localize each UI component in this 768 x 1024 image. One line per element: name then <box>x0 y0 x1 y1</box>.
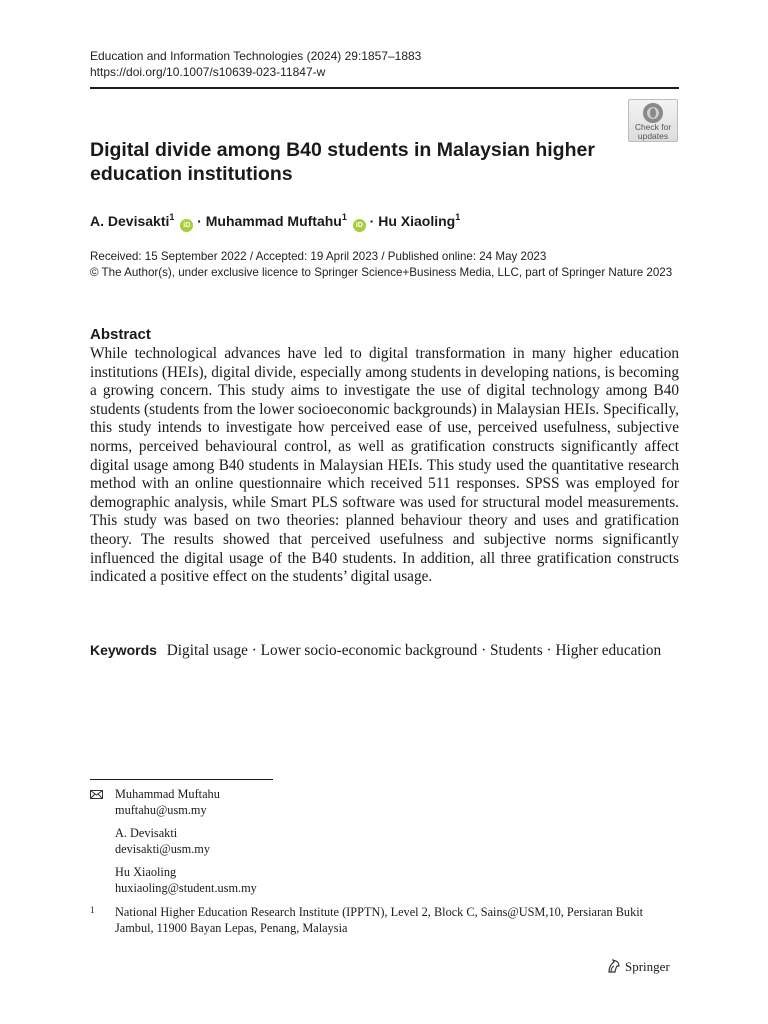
copyright-notice: © The Author(s), under exclusive licence to Springer Science+Business Media, LLC, part of Springer Nature 2023 <box>90 266 673 279</box>
publisher-name: Springer <box>625 959 670 974</box>
author-affiliation-mark: 1 <box>169 212 175 222</box>
contact-email[interactable]: huxiaoling@student.usm.my <box>115 881 257 895</box>
author-separator: · <box>369 213 375 229</box>
affiliation-number: 1 <box>90 905 95 915</box>
author-separator: · <box>197 213 202 229</box>
envelope-icon <box>90 790 103 799</box>
author-name: A. Devisakti <box>90 213 170 229</box>
orcid-icon[interactable]: iD <box>180 219 193 232</box>
contact-name: A. Devisakti <box>115 826 178 840</box>
author-name: Hu Xiaoling <box>378 213 456 229</box>
article-dates: Received: 15 September 2022 / Accepted: 19 April 2023 / Published online: 24 May 2023 <box>90 250 547 263</box>
author-affiliation-mark: 1 <box>341 212 347 222</box>
keywords-text: Digital usage · Lower socio-economic background · Students · Higher education <box>166 642 662 659</box>
paper-title: Digital divide among B40 students in Malaysian higher education institutions <box>90 139 595 185</box>
contact-name: Muhammad Muftahu <box>115 787 220 801</box>
contact-email[interactable]: muftahu@usm.my <box>115 803 207 817</box>
contact-email[interactable]: devisakti@usm.my <box>115 842 211 856</box>
affiliation-text: National Higher Education Research Institute (IPPTN), Level 2, Block C, Sains@USM,10, Persiaran Bukit Jambul, 11900 Bayan Lepas, Penang, Malaysia <box>115 905 644 935</box>
publisher-logo <box>606 958 670 976</box>
check-for-updates-badge[interactable] <box>628 99 678 142</box>
author-name: Muhammad Muftahu <box>205 213 342 229</box>
contact-entry <box>90 786 257 818</box>
abstract-body: While technological advances have led to digital transformation in many higher education institutions (HEIs), digital divide, especially among students in developing nations, is becoming a growing concern. This study aims to investigate the use of digital technology among B40 students (students from the lower socioeconomic backgrounds) in Malaysian HEIs. Specifically, this study intends to investigate how perceived ease of use, perceived usefulness, subjective norms, perceived behavioural control, as well as gratification constructs significantly affect digital usage among B40 students in Malaysian HEIs. This study used the quantitative research method with an online questionnaire which received 511 responses. SPSS was employed for demographic analysis, while Smart PLS software was used for structural model measurements. This study was based on two theories: planned behaviour theory and uses and gratification theory. The results showed that perceived usefulness and subjective norms significantly influenced the digital usage of the B40 students. In addition, all three gratification constructs indicated a positive effect on the students’ digital usage. <box>90 345 679 586</box>
contact-name: Hu Xiaoling <box>115 865 177 879</box>
doi-link[interactable]: https://doi.org/10.1007/s10639-023-11847-w <box>90 65 326 79</box>
contact-entry <box>90 864 257 896</box>
springer-horse-icon <box>606 958 622 974</box>
orcid-icon[interactable]: iD <box>353 219 366 232</box>
journal-header <box>90 48 421 80</box>
affiliation-footnote <box>90 904 650 936</box>
author-affiliation-mark: 1 <box>455 212 461 222</box>
check-for-updates-icon <box>643 103 663 123</box>
keywords-label: Keywords <box>90 642 157 658</box>
footnote-rule <box>90 779 273 780</box>
contact-entry <box>90 825 257 857</box>
abstract-heading: Abstract <box>90 326 151 343</box>
corresponding-authors <box>90 786 257 903</box>
keywords <box>90 641 679 660</box>
check-for-updates-label: Check for updates <box>634 122 672 141</box>
author-list <box>90 207 460 232</box>
header-rule <box>90 87 679 89</box>
article-history <box>90 249 680 281</box>
journal-citation: Education and Information Technologies (2024) 29:1857–1883 <box>90 49 422 63</box>
